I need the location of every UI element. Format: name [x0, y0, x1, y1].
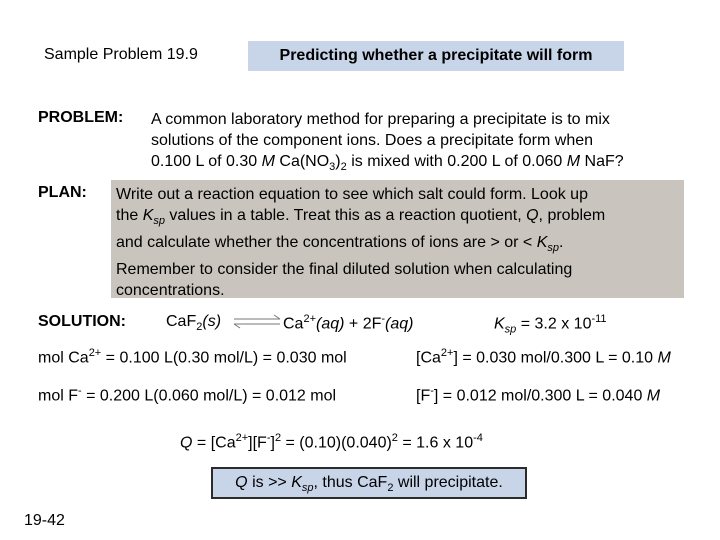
page-number: 19-42	[24, 512, 65, 529]
plan-line-1: Write out a reaction equation to see which salt could form. Look up	[116, 186, 588, 203]
reaction-quotient: $Q = [Ca^{2+}][F^-]^2 = (0.10)(0.040)^2 = 1.6$ x $10^{-4}$	[180, 432, 483, 452]
plan-text	[116, 184, 605, 301]
problem-line-3: 0.100 L of 0.30 M $Ca(NO_3)_2$ is mixed with 0.200 L of 0.060 M NaF?	[151, 153, 624, 174]
page-title: Predicting whether a precipitate will form	[248, 41, 624, 71]
conc-fluoride: [F-] = 0.012 mol/0.300 L = 0.040 M	[416, 385, 661, 405]
mol-fluoride: mol F- = 0.200 L(0.060 mol/L) = 0.012 mol	[38, 385, 337, 405]
sample-problem-label: Sample Problem 19.9	[44, 46, 198, 63]
problem-label: PROBLEM:	[38, 109, 124, 126]
plan-label: PLAN:	[38, 184, 87, 201]
solution-label: SOLUTION:	[38, 313, 126, 330]
plan-line-5: concentrations.	[116, 282, 225, 300]
problem-line-1: A common laboratory method for preparing a precipitate is to mix	[151, 111, 610, 128]
ksp-value: $K_{sp} = 3.2$ x $10^{-11}$	[494, 313, 607, 336]
problem-text	[151, 109, 624, 178]
equation-products: $Ca^{2+}(aq) + 2F^-(aq)$	[283, 313, 414, 333]
problem-line-2: solutions of the component ions. Does a precipitate form when	[151, 132, 594, 149]
conc-calcium: $[Ca^{2+}] = 0.030$ mol/0.300 L = 0.10 M	[416, 347, 671, 367]
mol-calcium: mol $Ca^{2+} = 0.100$ L(0.30 mol/L) = 0.030 mol	[38, 347, 347, 367]
equation-reactant: CaF$_2$(s)	[166, 313, 222, 334]
equilibrium-arrow-icon	[232, 312, 284, 332]
plan-line-2: the $K_{sp}$ values in a table. Treat this as a reaction quotient, Q, problem	[116, 207, 606, 228]
plan-line-3: and calculate whether the concentrations of ions are > or < $K_{sp}$.	[116, 234, 564, 255]
conclusion-box: Q is >> $K_{sp}$, thus CaF$_2$ will precipitate.	[211, 467, 527, 499]
plan-line-4: Remember to consider the final diluted solution when calculating	[116, 261, 573, 279]
